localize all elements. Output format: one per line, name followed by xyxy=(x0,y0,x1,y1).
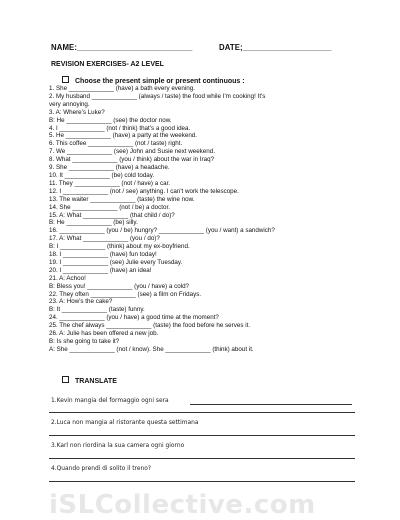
exercise-line: 9. She _____________ (have) a headache. xyxy=(49,164,170,172)
exercise-line: 6. This coffee _____________ (not / taste) right. xyxy=(49,140,183,148)
exercise-line: 22. They often _____________ (see) a film on Fridays. xyxy=(49,290,202,298)
exercise-line: 20. I _____________ (have) an idea! xyxy=(49,266,152,274)
exercise-line: 13. The waiter _____________ (taste) the wine now. xyxy=(49,195,195,203)
exercise-line: 10. It _____________ (be) cold today. xyxy=(49,171,155,179)
translate-sentence: 1.Kevin mangia del formaggio ogni sera xyxy=(51,398,169,404)
exercise-line: B: Bless you! _____________ (you / have) a cold? xyxy=(49,282,190,290)
exercise-line: B: He _____________ (be) silly. xyxy=(49,219,138,227)
exercise-line: B: Is she going to take it? xyxy=(49,338,120,345)
exercise-list xyxy=(49,85,369,354)
exercise-line: 12. I _____________ (not / see) anything. I can't work the telescope. xyxy=(49,187,239,195)
exercise-line: 21. A: Achoo! xyxy=(49,274,86,282)
exercise-line: B: He _____________ (see) the doctor now. xyxy=(49,116,172,124)
exercise-line: 14. She _____________ (not / be) a doctor. xyxy=(49,203,170,211)
section-heading-text: TRANSLATE xyxy=(75,378,117,385)
section-heading-choose xyxy=(62,76,245,85)
exercise-line: 3. A: Where's Luke? xyxy=(49,108,105,116)
exercise-line: 18. I _____________ (have) fun today! xyxy=(49,251,157,259)
exercise-line: A: She _____________ (not / know). She _____________ (think) about it. xyxy=(49,345,254,353)
exercise-line: 1. She _____________ (have) a bath every evening. xyxy=(49,85,195,92)
exercise-line: 16. _____________ (you / be) hungry? _____________ (you / want) a sandwich? xyxy=(49,227,275,235)
exercise-line: 17. A: What _____________ (you / do)? xyxy=(49,235,160,243)
exercise-line: 24. _____________ (you / have) a good time at the moment? xyxy=(49,314,219,322)
translate-sentence: 2.Luca non mangia al ristorante questa settimana xyxy=(51,420,199,426)
exercise-line: 8. What _____________ (you / think) about the war in Iraq? xyxy=(49,156,215,164)
exercise-line: B: I _____________ (think) about my ex-boyfriend. xyxy=(49,243,190,251)
section-heading-translate xyxy=(62,376,117,385)
section-heading-text: Choose the present simple or present continuous : xyxy=(75,78,245,85)
watermark-logo: iSLCollective.com xyxy=(49,490,316,520)
checkbox-bullet-icon xyxy=(62,76,69,83)
answer-line xyxy=(49,458,355,459)
answer-line xyxy=(49,412,355,413)
translate-sentence: 4.Quando prendi di solito il treno? xyxy=(51,466,152,472)
exercise-line: 5. He _____________ (have) a party at the weekend. xyxy=(49,132,198,140)
answer-line xyxy=(190,404,352,405)
translate-sentence: 3.Karl non riordina la sua camera ogni giorno xyxy=(51,443,185,449)
exercise-line: 23. A: How's the cake? xyxy=(49,298,113,306)
name-field-label: NAME:__________________________ xyxy=(51,43,193,52)
exercise-line: 4. I _____________ (not / think) that's a good idea. xyxy=(49,124,191,132)
answer-line xyxy=(49,481,355,482)
exercise-line: 7. We _____________ (see) John and Susie next weekend. xyxy=(49,148,215,156)
worksheet-title: REVISION EXERCISES- A2 LEVEL xyxy=(51,61,164,68)
exercise-line: B: It _____________ (taste) funny. xyxy=(49,306,145,314)
exercise-line: 11. They _____________ (not / have) a car. xyxy=(49,179,171,187)
exercise-line: 19. I _____________ (see) Julie every Tuesday. xyxy=(49,258,183,266)
exercise-line: 15. A: What _____________ (that child / do)? xyxy=(49,211,175,219)
answer-line xyxy=(49,435,355,436)
checkbox-bullet-icon xyxy=(62,376,69,383)
exercise-line: 26. A: Julie has been offered a new job. xyxy=(49,330,159,338)
exercise-line: 2. My husband _____________ (always / taste) the food while I'm cooking! It's xyxy=(49,92,266,100)
exercise-line: very annoying. xyxy=(49,100,90,108)
date-field-label: DATE;____________________ xyxy=(219,43,332,52)
exercise-line: 25. The chef always _____________ (taste) the food before he serves it. xyxy=(49,322,251,330)
